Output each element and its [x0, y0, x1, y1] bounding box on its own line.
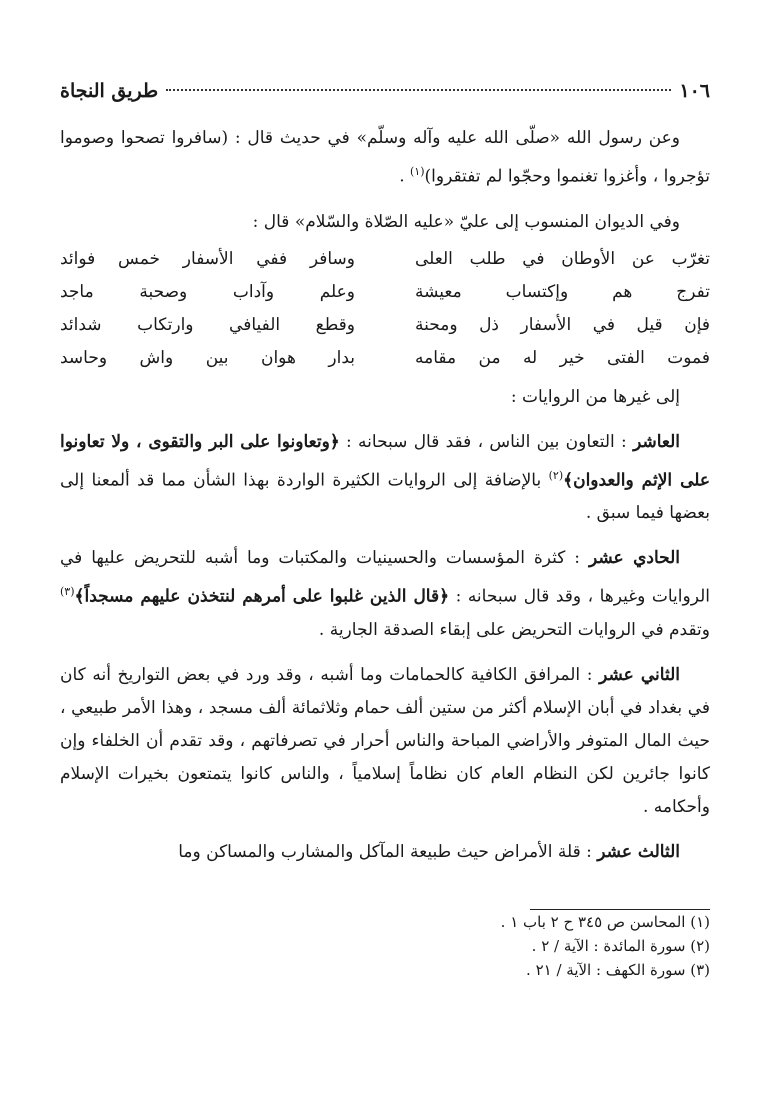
- poem-line-1-first: تغرّب عن الأوطان في طلب العلى: [415, 248, 710, 269]
- footnote-ref-1: (١): [410, 165, 425, 178]
- section-label-twelfth: الثاني عشر: [599, 664, 680, 685]
- paragraph-tenth: العاشر : التعاون بين الناس ، فقد قال سبحانه : ﴿وتعاونوا على البر والتقوى ، ولا تعاونوا على الإثم والعدوان﴾$^{(٢)}$ بالإضافة إلى الروايات الكثيرة الواردة بهذا الشأن مما قد ألمعنا إلى بعضها فيما سبق .: [60, 431, 711, 524]
- poem: [60, 243, 710, 375]
- page-header: [60, 80, 710, 110]
- poem-line-4-first: فموت الفتى خير له من مقامه: [415, 347, 710, 368]
- footnote-ref-3: (٣): [60, 585, 75, 599]
- poem-line-1-second: وسافر ففي الأسفار خمس فوائد: [60, 248, 355, 269]
- section-label-eleventh: الحادي عشر: [588, 548, 680, 569]
- book-page: [60, 80, 710, 982]
- page-number: ١٠٦: [679, 80, 710, 102]
- section-label-thirteenth: الثالث عشر: [597, 841, 680, 862]
- footnote-1: (١) المحاسن ص ٣٤٥ ح ٢ باب ١ .: [500, 912, 710, 931]
- footnote-2: (٢) سورة المائدة : الآية / ٢ .: [531, 936, 710, 955]
- footnote-3: (٣) سورة الكهف : الآية / ٢١ .: [526, 960, 710, 979]
- header-dot-leader: [166, 89, 671, 91]
- paragraph-diwan-intro: وفي الديوان المنسوب إلى عليّ «عليه الصّلاة والسّلام» قال :: [252, 211, 680, 232]
- paragraph-hadith: وعن رسول الله «صلّى الله عليه وآله وسلّم» في حديث قال : (سافروا تصحوا وصوموا تؤجروا ، وأغزوا تغنموا وحجّوا لم تفتقروا)$^{(١)}$ .: [60, 128, 710, 187]
- paragraph-twelfth: الثاني عشر : المرافق الكافية كالحمامات وما أشبه ، وقد ورد في بعض التواريخ أنه كان في بغداد في أبان الإسلام أكثر من ستين ألف حمام وثلاثمائة ألف مسجد ، وهذا الأمر طبيعي ، حيث المال المتوفر والأراضي المباحة والناس أحرار في تصرفاتهم ، وقد تقدم أن الخلفاء وإن كانوا جائرين لكن النظام العام كان نظاماً إسلامياً ، والناس كانوا يتمتعون بخيرات الإسلام وأحكامه .: [60, 664, 710, 817]
- poem-line-4-second: بدار هوان بين واش وحاسد: [60, 347, 355, 368]
- book-title: طريق النجاة: [60, 80, 159, 102]
- poem-line-3-second: وقطع الفيافي وارتكاب شدائد: [60, 314, 355, 335]
- quran-quote: ﴿وتعاونوا على البر والتقوى ، ولا تعاونوا على الإثم والعدوان﴾: [60, 431, 711, 491]
- poem-line-2-first: تفرج هم وإكتساب معيشة: [415, 281, 710, 302]
- paragraph-other-narrations: إلى غيرها من الروايات :: [510, 386, 680, 407]
- poem-line-3-first: فإن قيل في الأسفار ذل ومحنة: [415, 314, 710, 335]
- footnote-ref-2: (٢): [548, 468, 564, 482]
- quran-quote: ﴿قال الذين غلبوا على أمرهم لنتخذن عليهم مسجداً﴾: [74, 586, 450, 607]
- paragraph-thirteenth: الثالث عشر : قلة الأمراض حيث طبيعة المآكل والمشارب والمساكن وما: [178, 841, 680, 862]
- paragraph-eleventh: الحادي عشر : كثرة المؤسسات والحسينيات والمكتبات وما أشبه للتحريض عليها في الروايات وغيرها ، وقد قال سبحانه : ﴿قال الذين غلبوا على أمرهم لنتخذن عليهم مسجداً﴾$^{(٣)}$ وتقدم في الروايات التحريض على إبقاء الصدقة الجارية .: [60, 548, 710, 640]
- poem-line-2-second: وعلم وآداب وصحبة ماجد: [60, 281, 355, 302]
- section-label-tenth: العاشر: [633, 431, 680, 452]
